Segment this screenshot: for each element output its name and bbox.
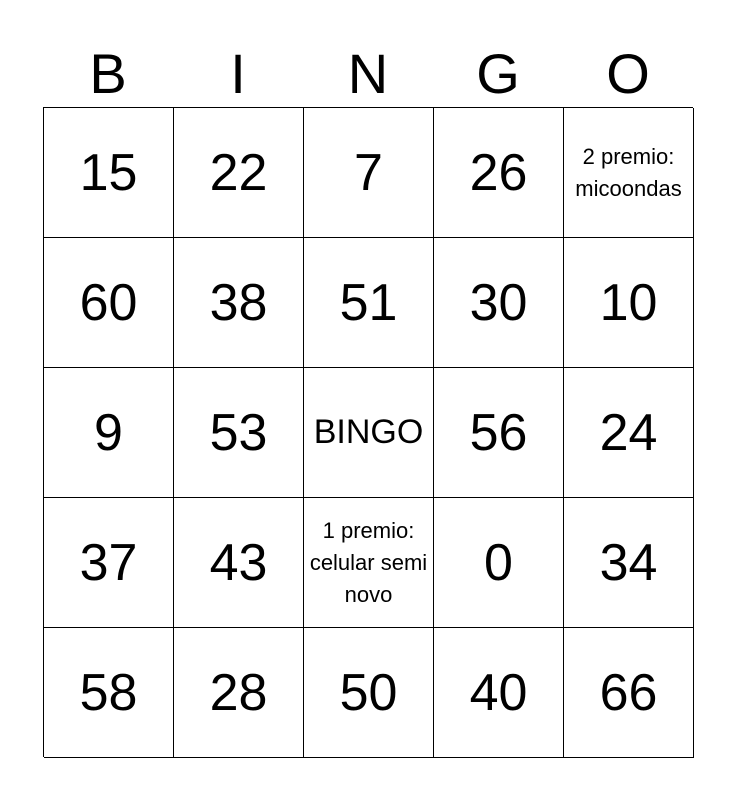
number-cell[interactable]: 24 <box>564 368 694 498</box>
number-cell[interactable]: 60 <box>44 238 174 368</box>
number-cell[interactable]: 15 <box>44 108 174 238</box>
number-cell[interactable]: 51 <box>304 238 434 368</box>
number-cell[interactable]: 30 <box>434 238 564 368</box>
number-cell[interactable]: 43 <box>174 498 304 628</box>
number-cell[interactable]: 22 <box>174 108 304 238</box>
number-cell[interactable]: 53 <box>174 368 304 498</box>
header-letter-g: G <box>476 42 520 105</box>
bingo-card-grid <box>43 107 693 757</box>
number-cell[interactable]: 7 <box>304 108 434 238</box>
number-cell[interactable]: 38 <box>174 238 304 368</box>
number-cell[interactable]: 10 <box>564 238 694 368</box>
header-letter-n: N <box>347 42 389 105</box>
bingo-header <box>43 40 693 108</box>
number-cell[interactable]: 9 <box>44 368 174 498</box>
header-letter-b: B <box>89 42 127 105</box>
header-letter-o: O <box>606 42 650 105</box>
prize-cell[interactable]: 2 premio: micoondas <box>564 108 694 238</box>
free-space-cell[interactable]: BINGO <box>304 368 434 498</box>
number-cell[interactable]: 0 <box>434 498 564 628</box>
header-letter-i: I <box>230 42 246 105</box>
prize-cell[interactable]: 1 premio: celular semi novo <box>304 498 434 628</box>
number-cell[interactable]: 40 <box>434 628 564 758</box>
number-cell[interactable]: 56 <box>434 368 564 498</box>
number-cell[interactable]: 34 <box>564 498 694 628</box>
number-cell[interactable]: 37 <box>44 498 174 628</box>
number-cell[interactable]: 26 <box>434 108 564 238</box>
number-cell[interactable]: 58 <box>44 628 174 758</box>
number-cell[interactable]: 50 <box>304 628 434 758</box>
number-cell[interactable]: 28 <box>174 628 304 758</box>
number-cell[interactable]: 66 <box>564 628 694 758</box>
